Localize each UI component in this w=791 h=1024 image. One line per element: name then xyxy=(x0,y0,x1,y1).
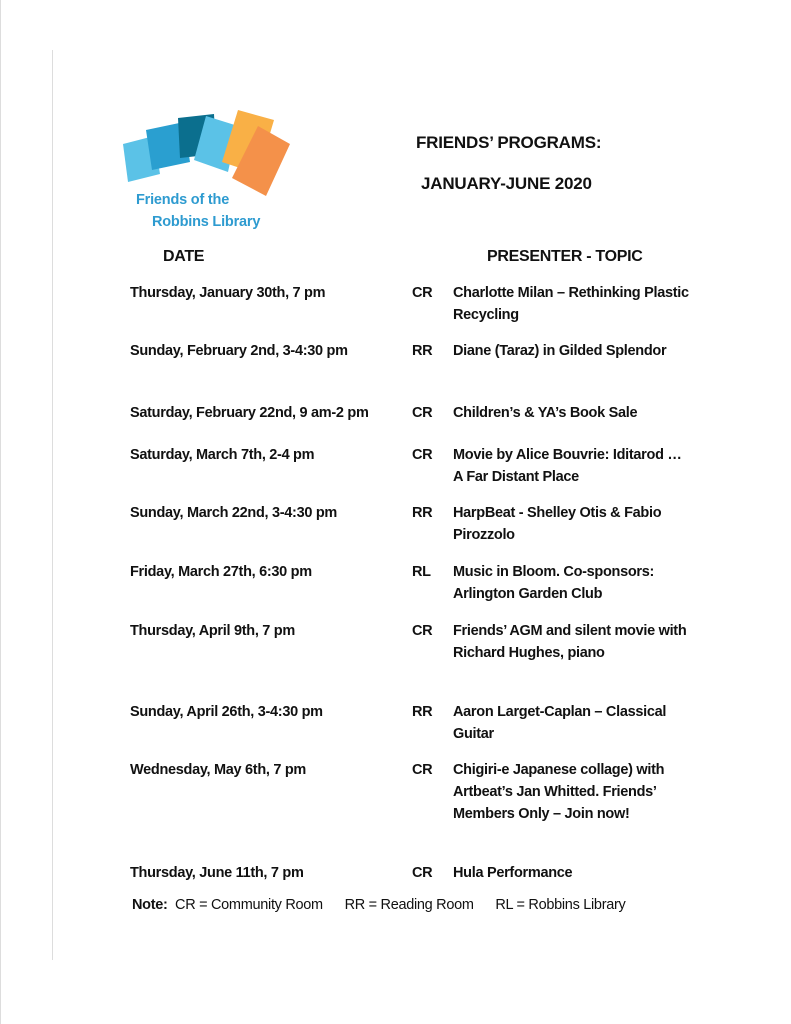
event-topic: Friends’ AGM and silent movie with Richard Hughes, piano xyxy=(453,623,687,661)
event-room: CR xyxy=(412,762,433,778)
event-topic: Movie by Alice Bouvrie: Iditarod … A Far Distant Place xyxy=(453,447,682,485)
logo-text-line2: Robbins Library xyxy=(152,214,261,230)
event-room: CR xyxy=(412,623,433,639)
event-topic: Hula Performance xyxy=(453,865,573,881)
page-title: FRIENDS’ PROGRAMS: xyxy=(416,133,602,152)
page-edge xyxy=(0,0,1,1024)
margin-line xyxy=(52,50,53,960)
event-date: Sunday, March 22nd, 3-4:30 pm xyxy=(130,505,337,521)
event-date: Sunday, April 26th, 3-4:30 pm xyxy=(130,704,323,720)
event-topic: Aaron Larget-Caplan – Classical Guitar xyxy=(453,704,667,742)
event-date: Thursday, April 9th, 7 pm xyxy=(130,623,295,639)
logo-text-line1: Friends of the xyxy=(136,192,230,208)
event-room: CR xyxy=(412,285,433,301)
event-date: Thursday, June 11th, 7 pm xyxy=(130,865,304,881)
event-room: RR xyxy=(412,505,433,521)
event-topic: Children’s & YA’s Book Sale xyxy=(453,405,638,421)
event-room: RR xyxy=(412,704,433,720)
event-topic: Charlotte Milan – Rethinking Plastic Recycling xyxy=(453,285,689,323)
event-room: RL xyxy=(412,564,431,580)
event-date: Thursday, January 30th, 7 pm xyxy=(130,285,326,301)
event-room: RR xyxy=(412,343,433,359)
event-topic: Music in Bloom. Co-sponsors: Arlington Garden Club xyxy=(453,564,655,602)
event-room: CR xyxy=(412,865,433,881)
event-room: CR xyxy=(412,405,433,421)
event-topic: Chigiri-e Japanese collage) with Artbeat’s Jan Whitted. Friends’ Members Only – Join now! xyxy=(453,762,665,822)
event-topic: HarpBeat - Shelley Otis & Fabio Pirozzolo xyxy=(453,505,662,543)
note-rl: RL = Robbins Library xyxy=(495,897,626,913)
date-header: DATE xyxy=(163,248,205,265)
note-cr: CR = Community Room xyxy=(175,897,323,913)
event-date: Saturday, February 22nd, 9 am-2 pm xyxy=(130,405,369,421)
room-note: Note: CR = Community Room RR = Reading Room RL = Robbins Library xyxy=(132,897,626,913)
event-date: Friday, March 27th, 6:30 pm xyxy=(130,564,312,580)
page-subtitle: JANUARY-JUNE 2020 xyxy=(421,174,592,193)
note-label: Note xyxy=(132,897,164,913)
event-date: Sunday, February 2nd, 3-4:30 pm xyxy=(130,343,348,359)
note-rr: RR = Reading Room xyxy=(344,897,474,913)
topic-header: PRESENTER - TOPIC xyxy=(487,248,643,265)
logo-squares-icon xyxy=(118,104,298,196)
event-date: Wednesday, May 6th, 7 pm xyxy=(130,762,306,778)
event-room: CR xyxy=(412,447,433,463)
event-date: Saturday, March 7th, 2-4 pm xyxy=(130,447,315,463)
event-topic: Diane (Taraz) in Gilded Splendor xyxy=(453,343,667,359)
